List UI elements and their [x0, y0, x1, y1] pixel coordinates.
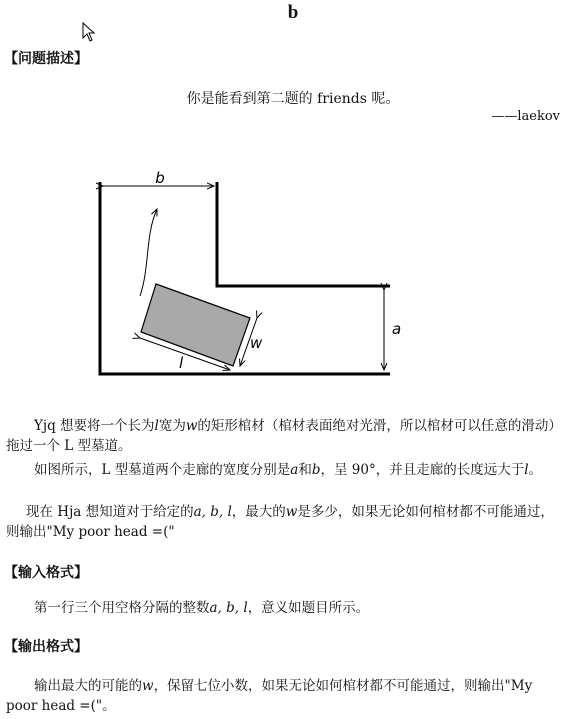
a-label: a [392, 320, 402, 338]
corridor-left-wall [100, 182, 390, 374]
input-paragraph: 第一行三个用空格分隔的整数a, b, l，意义如题目所示。 [34, 600, 370, 616]
paragraph-2: 如图所示，L 型墓道两个走廊的宽度分别是a和b，呈 90°，并且走廊的长度远大于l。 [34, 462, 543, 478]
paragraph-3: 现在 Hja 想知道对于给定的a, b, l，最大的w是多少，如果无论如何棺材都不可能通过，则输出"My poor head =(" [6, 504, 554, 540]
movement-path [140, 209, 157, 296]
coffin-rectangle [141, 284, 250, 366]
quote-text: 你是能看到第二题的 friends 呢。 [186, 91, 400, 107]
problem-title: b [287, 2, 299, 23]
section-description-heading: 【问题描述】 [4, 51, 88, 67]
b-label: b [155, 169, 165, 187]
output-paragraph: 输出最大的可能的w，保留七位小数，如果无论如何棺材都不可能通过，则输出"My poor head =("。 [6, 678, 533, 714]
l-label: l [179, 354, 184, 372]
section-output-heading: 【输出格式】 [4, 639, 88, 655]
quote-author: ——laekov [491, 109, 560, 124]
mouse-cursor-icon [82, 22, 96, 42]
paragraph-1: Yjq 想要将一个长为l宽为w的矩形棺材（棺材表面绝对光滑，所以棺材可以任意的滑动）拖过一个 L 型墓道。 [6, 418, 556, 454]
w-label: w [250, 334, 263, 352]
section-input-heading: 【输入格式】 [4, 565, 88, 581]
l-shaped-corridor-figure [0, 166, 586, 386]
corridor-inner-wall [217, 182, 390, 286]
